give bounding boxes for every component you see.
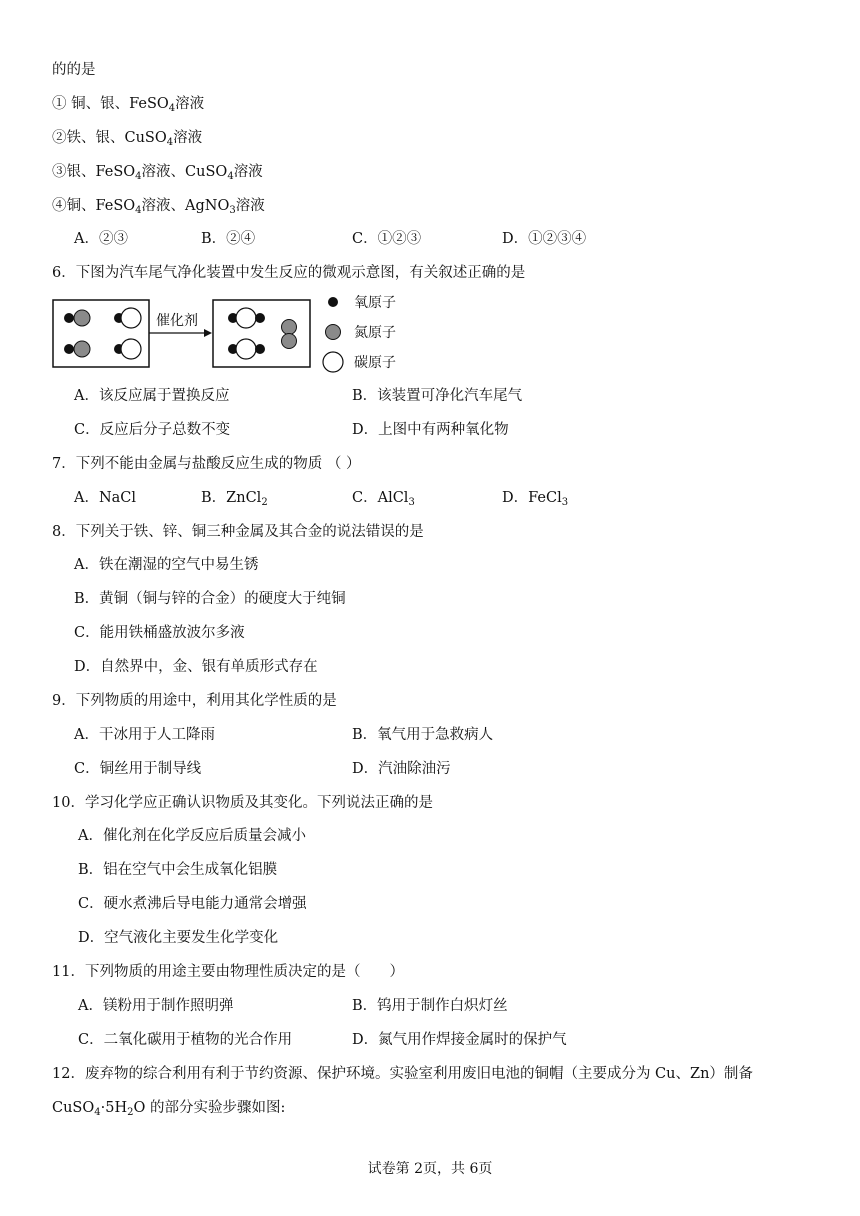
q8-stem: 8．下列关于铁、锌、铜三种金属及其合金的说法错误的是 xyxy=(52,524,424,540)
q8-option-a[interactable]: A．铁在潮湿的空气中易生锈 xyxy=(74,557,259,573)
q10-option-d[interactable]: D．空气液化主要发生化学变化 xyxy=(78,930,279,946)
arrow-head xyxy=(204,329,212,337)
q9-option-a[interactable]: A．干冰用于人工降雨 xyxy=(74,727,215,743)
q7-option-b[interactable]: B．ZnCl$_2$ xyxy=(201,490,268,508)
oxygen-atom xyxy=(255,344,265,354)
q5-item-3: ③银、FeSO$_4$溶液、CuSO$_4$溶液 xyxy=(52,164,263,182)
catalyst-label: 催化剂 xyxy=(156,313,198,329)
q7-stem: 7．下列不能由金属与盐酸反应生成的物质 （ ） xyxy=(52,456,361,472)
q10-option-b[interactable]: B．铝在空气中会生成氧化铝膜 xyxy=(78,862,278,878)
q12-stem-line1: 12．废弃物的综合利用有利于节约资源、保护环境。实验室利用废旧电池的铜帽（主要成分为 Cu、Zn）制备 xyxy=(52,1066,753,1082)
q11-stem: 11．下列物质的用途主要由物理性质决定的是（ ） xyxy=(52,964,404,980)
q8-option-d[interactable]: D．自然界中，金、银有单质形式存在 xyxy=(74,659,318,675)
reactant-molecule xyxy=(64,341,90,357)
q7-option-a[interactable]: A．NaCl xyxy=(74,490,137,506)
legend-carbon-icon xyxy=(323,352,343,372)
legend-carbon-label: 碳原子 xyxy=(354,355,396,371)
q5-stem-tail: 的的是 xyxy=(52,62,96,78)
q5-option-b[interactable]: B．②④ xyxy=(201,231,256,247)
q7-option-d[interactable]: D．FeCl$_3$ xyxy=(502,490,569,508)
product-molecule-co2 xyxy=(228,339,265,359)
legend xyxy=(323,295,396,372)
reaction-diagram xyxy=(52,292,412,382)
product-molecule-co2 xyxy=(228,308,265,328)
q5-option-c[interactable]: C．①②③ xyxy=(352,231,422,247)
q12-stem-line2: $CuSO_4\cdot 5H_2O$ 的部分实验步骤如图: xyxy=(52,1100,286,1118)
legend-nitrogen-icon xyxy=(326,325,341,340)
q9-option-b[interactable]: B．氧气用于急救病人 xyxy=(352,727,494,743)
q6-stem: 6．下图为汽车尾气净化装置中发生反应的微观示意图，有关叙述正确的是 xyxy=(52,265,526,281)
q11-option-c[interactable]: C．二氧化碳用于植物的光合作用 xyxy=(78,1032,293,1048)
oxygen-atom xyxy=(64,344,74,354)
q8-option-c[interactable]: C．能用铁桶盛放波尔多液 xyxy=(74,625,245,641)
q5-option-a[interactable]: A．②③ xyxy=(74,231,128,247)
reactant-molecule xyxy=(114,339,141,359)
nitrogen-atom xyxy=(282,320,297,335)
oxygen-atom xyxy=(255,313,265,323)
legend-oxygen-icon xyxy=(328,297,338,307)
q10-option-a[interactable]: A．催化剂在化学反应后质量会减小 xyxy=(78,828,306,844)
q10-option-c[interactable]: C．硬水煮沸后导电能力通常会增强 xyxy=(78,896,307,912)
q9-option-c[interactable]: C．铜丝用于制导线 xyxy=(74,761,202,777)
q7-option-c[interactable]: C．AlCl$_3$ xyxy=(352,490,415,508)
q9-stem: 9．下列物质的用途中，利用其化学性质的是 xyxy=(52,693,337,709)
q6-option-a[interactable]: A．该反应属于置换反应 xyxy=(74,388,230,404)
page-footer: 试卷第 2页，共 6页 xyxy=(367,1161,493,1177)
q11-option-b[interactable]: B．钨用于制作白炽灯丝 xyxy=(352,998,508,1014)
q6-option-c[interactable]: C．反应后分子总数不变 xyxy=(74,422,231,438)
nitrogen-atom xyxy=(282,334,297,349)
reactant-molecule xyxy=(114,308,141,328)
nitrogen-atom xyxy=(74,310,90,326)
q6-option-d[interactable]: D．上图中有两种氧化物 xyxy=(352,422,509,438)
products-box xyxy=(213,300,310,367)
carbon-atom xyxy=(236,339,256,359)
carbon-atom xyxy=(121,308,141,328)
legend-nitrogen-label: 氮原子 xyxy=(354,325,396,341)
oxygen-atom xyxy=(64,313,74,323)
q11-option-d[interactable]: D．氮气用作焊接金属时的保护气 xyxy=(352,1032,567,1048)
q6-option-b[interactable]: B．该装置可净化汽车尾气 xyxy=(352,388,523,404)
product-molecule-n2 xyxy=(282,320,297,349)
q5-item-1: ① 铜、银、FeSO$_4$溶液 xyxy=(52,96,205,114)
q11-option-a[interactable]: A．镁粉用于制作照明弹 xyxy=(78,998,234,1014)
q9-option-d[interactable]: D．汽油除油污 xyxy=(352,761,451,777)
legend-oxygen-label: 氧原子 xyxy=(354,295,396,311)
carbon-atom xyxy=(121,339,141,359)
q8-option-b[interactable]: B．黄铜（铜与锌的合金）的硬度大于纯铜 xyxy=(74,591,346,607)
carbon-atom xyxy=(236,308,256,328)
q10-stem: 10．学习化学应正确认识物质及其变化。下列说法正确的是 xyxy=(52,795,433,811)
q5-option-d[interactable]: D．①②③④ xyxy=(502,231,587,247)
q5-item-4: ④铜、FeSO$_4$溶液、AgNO$_3$溶液 xyxy=(52,198,265,216)
nitrogen-atom xyxy=(74,341,90,357)
reactant-molecule xyxy=(64,310,90,326)
q5-item-2: ②铁、银、CuSO$_4$溶液 xyxy=(52,130,203,148)
